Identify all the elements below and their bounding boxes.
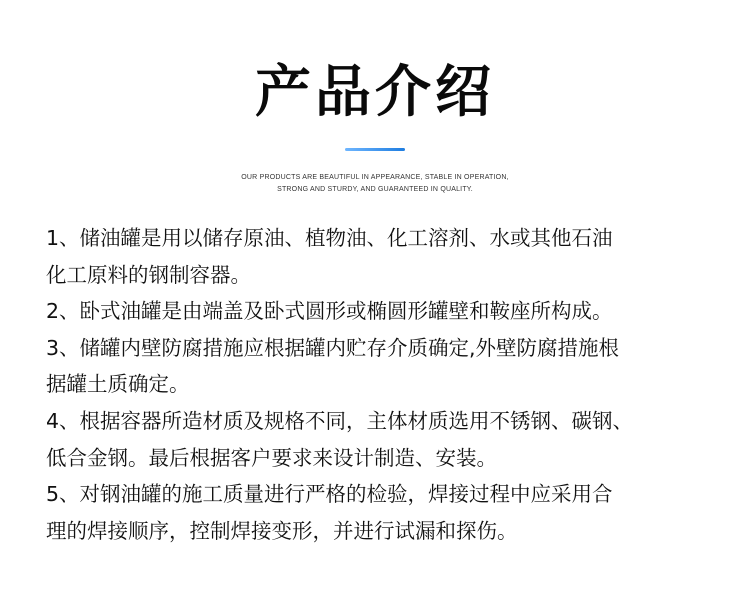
- paragraph-1-line-1: 1、储油罐是用以储存原油、植物油、化工溶剂、水或其他石油: [46, 226, 613, 250]
- product-description: [46, 220, 726, 549]
- paragraph-4-line-2: 低合金钢。最后根据客户要求来设计制造、安装。: [46, 445, 497, 470]
- paragraph-3-line-2: 据罐土质确定。: [46, 372, 190, 397]
- subtitle-line-1: OUR PRODUCTS ARE BEAUTIFUL IN APPEARANCE, STABLE IN OPERATION,: [241, 174, 509, 181]
- subtitle-line-2: STRONG AND STURDY, AND GUARANTEED IN QUALITY.: [277, 186, 473, 193]
- title-underline: [345, 148, 405, 151]
- paragraph-5: [46, 476, 726, 549]
- paragraph-2: [46, 293, 726, 330]
- paragraph-3-line-1: 3、储罐内壁防腐措施应根据罐内贮存介质确定,外壁防腐措施根: [46, 335, 620, 360]
- paragraph-2-line-1: 2、卧式油罐是由端盖及卧式圆形或椭圆形罐壁和鞍座所构成。: [46, 299, 613, 324]
- paragraph-4: [46, 403, 726, 476]
- paragraph-1: [46, 220, 726, 293]
- page-title: 产品介绍: [255, 60, 495, 125]
- paragraph-1-line-2: 化工原料的钢制容器。: [46, 262, 251, 287]
- paragraph-5-line-2: 理的焊接顺序，控制焊接变形，并进行试漏和探伤。: [46, 518, 518, 543]
- paragraph-5-line-1: 5、对钢油罐的施工质量进行严格的检验，焊接过程中应采用合: [46, 482, 613, 507]
- paragraph-3: [46, 330, 726, 403]
- paragraph-4-line-1: 4、根据容器所造材质及规格不同，主体材质选用不锈钢、碳钢、: [46, 408, 634, 433]
